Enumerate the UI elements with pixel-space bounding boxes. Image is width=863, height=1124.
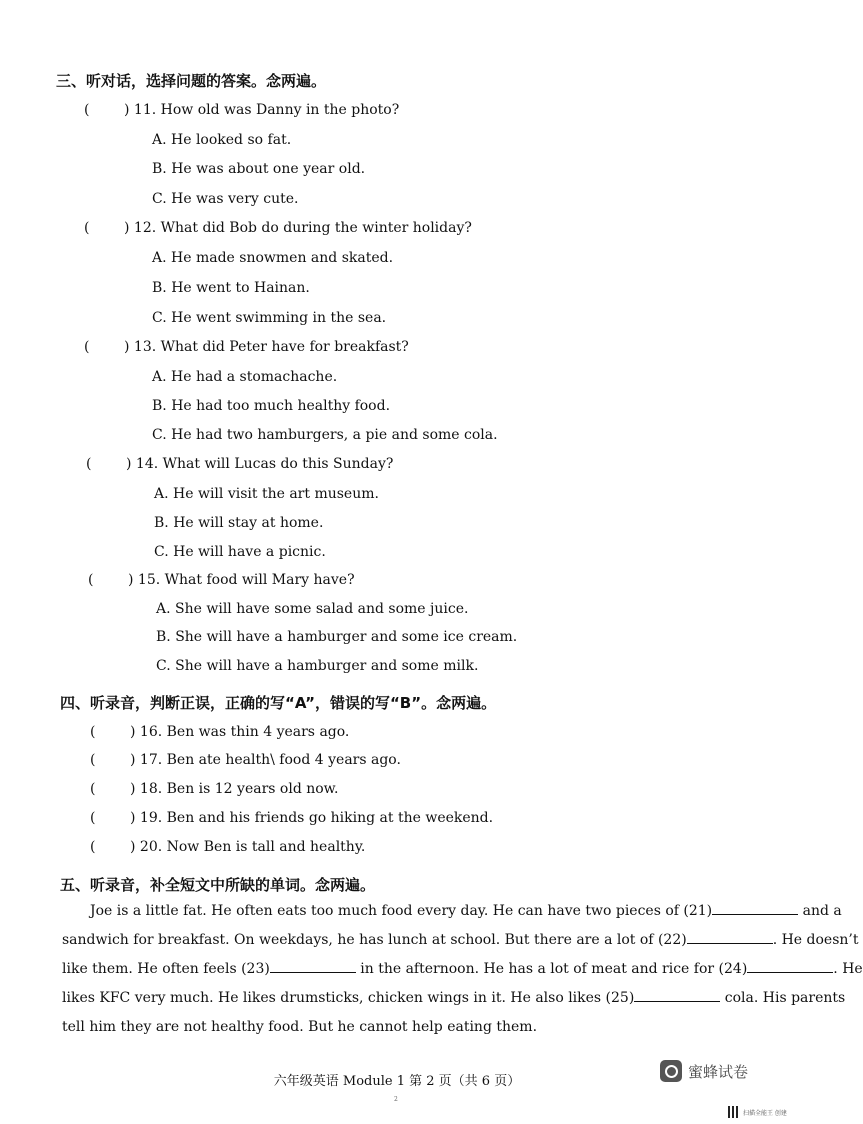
answer-paren: ( <box>86 456 92 472</box>
question-text: ) 11. How old was Danny in the photo? <box>124 102 400 118</box>
option-b: B. He was about one year old. <box>152 161 366 177</box>
blank-24[interactable] <box>747 958 833 973</box>
watermark-logo <box>660 1060 748 1082</box>
blank-25[interactable] <box>634 987 720 1002</box>
question-12 <box>84 220 472 236</box>
passage-line: Joe is a little fat. He often eats too much food every day. He can have two pieces of (21) and a <box>62 897 744 926</box>
question-11 <box>84 102 399 118</box>
question-text: ) 12. What did Bob do during the winter holiday? <box>124 220 472 236</box>
option-a: A. She will have some salad and some juice. <box>156 601 469 617</box>
option-c: C. He will have a picnic. <box>154 544 326 560</box>
page-mark: 2 <box>394 1096 398 1103</box>
page-footer: 六年级英语 Module 1 第 2 页（共 6 页） <box>273 1074 521 1089</box>
answer-paren: ( <box>88 572 94 588</box>
bee-logo-icon <box>660 1060 682 1082</box>
option-b: B. He went to Hainan. <box>152 280 310 296</box>
blank-21[interactable] <box>712 900 798 915</box>
answer-paren: ( <box>90 752 96 768</box>
question-15 <box>88 572 355 588</box>
scan-credit: 扫描全能王 创建 <box>743 1110 787 1117</box>
option-c: C. He had two hamburgers, a pie and some cola. <box>152 427 498 443</box>
option-b: B. He will stay at home. <box>154 515 324 531</box>
judge-item-18 <box>90 781 338 797</box>
blank-23[interactable] <box>270 958 356 973</box>
item-text: ) 18. Ben is 12 years old now. <box>130 781 339 797</box>
option-c: C. She will have a hamburger and some milk. <box>156 658 479 674</box>
answer-paren: ( <box>84 220 90 236</box>
question-text: ) 13. What did Peter have for breakfast? <box>124 339 409 355</box>
option-a: A. He will visit the art museum. <box>154 486 379 502</box>
answer-paren: ( <box>84 102 90 118</box>
passage-line: like them. He often feels (23) in the afternoon. He has a lot of meat and rice for (24) . He <box>62 955 744 984</box>
option-b: B. He had too much healthy food. <box>152 398 391 414</box>
item-text: ) 20. Now Ben is tall and healthy. <box>130 839 366 855</box>
section-3-title: 三、听对话，选择问题的答案。念两遍。 <box>56 72 327 90</box>
section-4-title: 四、听录音，判断正误，正确的写“A”，错误的写“B”。念两遍。 <box>60 694 497 712</box>
option-a: A. He had a stomachache. <box>152 369 338 385</box>
answer-paren: ( <box>84 339 90 355</box>
item-text: ) 19. Ben and his friends go hiking at the weekend. <box>130 810 494 826</box>
qr-code-icon <box>728 1106 740 1118</box>
answer-paren: ( <box>90 839 96 855</box>
judge-item-17 <box>90 752 401 768</box>
blank-22[interactable] <box>687 929 773 944</box>
judge-item-16 <box>90 724 349 740</box>
option-b: B. She will have a hamburger and some ice cream. <box>156 629 518 645</box>
question-13 <box>84 339 409 355</box>
question-text: ) 15. What food will Mary have? <box>128 572 355 588</box>
option-c: C. He went swimming in the sea. <box>152 310 387 326</box>
judge-item-20 <box>90 839 365 855</box>
passage-line: tell him they are not healthy food. But he cannot help eating them. <box>62 1019 538 1035</box>
answer-paren: ( <box>90 781 96 797</box>
option-a: A. He looked so fat. <box>152 132 292 148</box>
section-5-title: 五、听录音，补全短文中所缺的单词。念两遍。 <box>60 876 376 894</box>
cloze-passage <box>62 897 863 1042</box>
judge-item-19 <box>90 810 493 826</box>
logo-text: 蜜蜂试卷 <box>688 1062 749 1081</box>
passage-line: sandwich for breakfast. On weekdays, he has lunch at school. But there are a lot of (22) . He doesn’t <box>62 926 744 955</box>
passage-line: likes KFC very much. He likes drumsticks, chicken wings in it. He also likes (25) cola. His parents <box>62 984 744 1013</box>
item-text: ) 17. Ben ate health\ food 4 years ago. <box>130 752 401 768</box>
option-a: A. He made snowmen and skated. <box>152 250 394 266</box>
question-14 <box>86 456 393 472</box>
question-text: ) 14. What will Lucas do this Sunday? <box>126 456 394 472</box>
answer-paren: ( <box>90 724 96 740</box>
answer-paren: ( <box>90 810 96 826</box>
item-text: ) 16. Ben was thin 4 years ago. <box>130 724 350 740</box>
option-c: C. He was very cute. <box>152 191 299 207</box>
